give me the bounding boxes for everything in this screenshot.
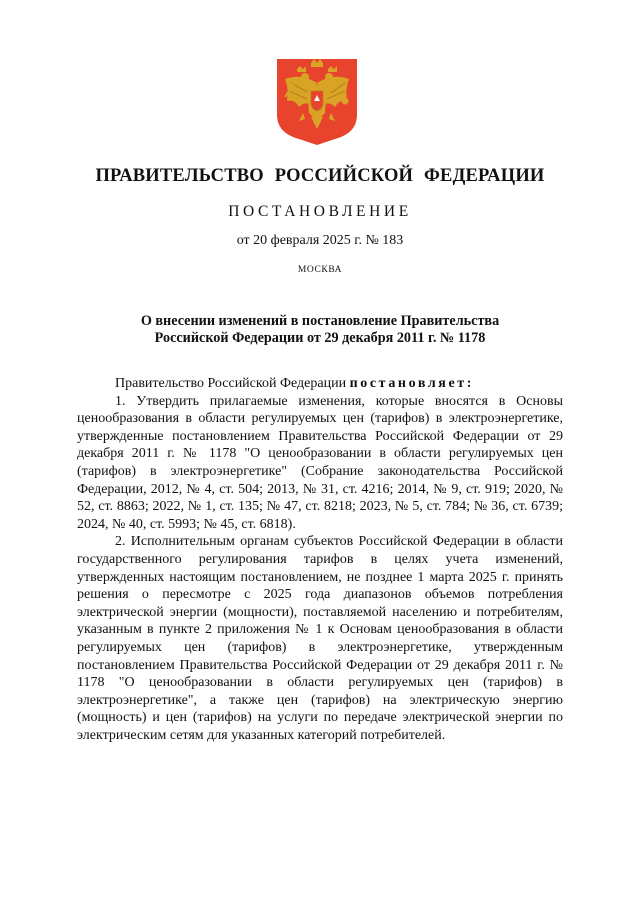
coat-of-arms-icon	[275, 57, 359, 147]
title-line: О внесении изменений в постановление Правительства	[140, 313, 500, 329]
preamble-text: Правительство Российской Федерации	[115, 376, 350, 391]
title-line: Российской Федерации от 29 декабря 2011 г. № 1178	[154, 330, 486, 346]
preamble	[77, 375, 563, 393]
government-name: ПРАВИТЕЛЬСТВО РОССИЙСКОЙ ФЕДЕРАЦИИ	[95, 166, 545, 186]
document-title	[0, 313, 640, 347]
paragraph-1: 1. Утвердить прилагаемые изменения, которые вносятся в Основы ценообразования в области регулируемых цен (тарифов) в электроэнергетике, утвержденные постановлением Правительства Российской Федерации от 29 декабря 2011 г. № 1178 "О ценообразовании в области регулируемых цен (тарифов) в электроэнергетике" (Собрание законодательства Российской Федерации, 2012, № 4, ст. 504; 2013, № 31, ст. 4216; 2014, № 9, ст. 919; 2020, № 52, ст. 8863; 2022, № 1, ст. 135; № 47, ст. 8218; 2023, № 5, ст. 784; № 36, ст. 6739; 2024, № 40, ст. 5993; № 45, ст. 6818).	[77, 393, 563, 532]
date-number: от 20 февраля 2025 г. № 183	[236, 233, 404, 248]
document-body	[77, 375, 563, 744]
document-type: ПОСТАНОВЛЕНИЕ	[228, 203, 412, 220]
preamble-action: постановляет:	[349, 376, 474, 391]
city: МОСКВА	[297, 265, 343, 275]
paragraph-2: 2. Исполнительным органам субъектов Российской Федерации в области государственного регулирования тарифов в целях учета изменений, утвержденных настоящим постановлением, не позднее 1 марта 2025 г. принять решения о пересмотре с 2025 года диапазонов объемов потребления электрической энергии (мощности), поставляемой населению и потребителям, указанным в пункте 2 приложения № 1 к Основам ценообразования в области регулируемых цен (тарифов) в электроэнергетике, утвержденным постановлением Правительства Российской Федерации от 29 декабря 2011 г. № 1178 "О ценообразовании в области регулируемых цен (тарифов) в электроэнергетике", а также цен (тарифов) на электрическую энергию (мощность) и цен (тарифов) на услуги по передаче электрической энергии по электрическим сетям для указанных категорий потребителей.	[77, 534, 563, 743]
